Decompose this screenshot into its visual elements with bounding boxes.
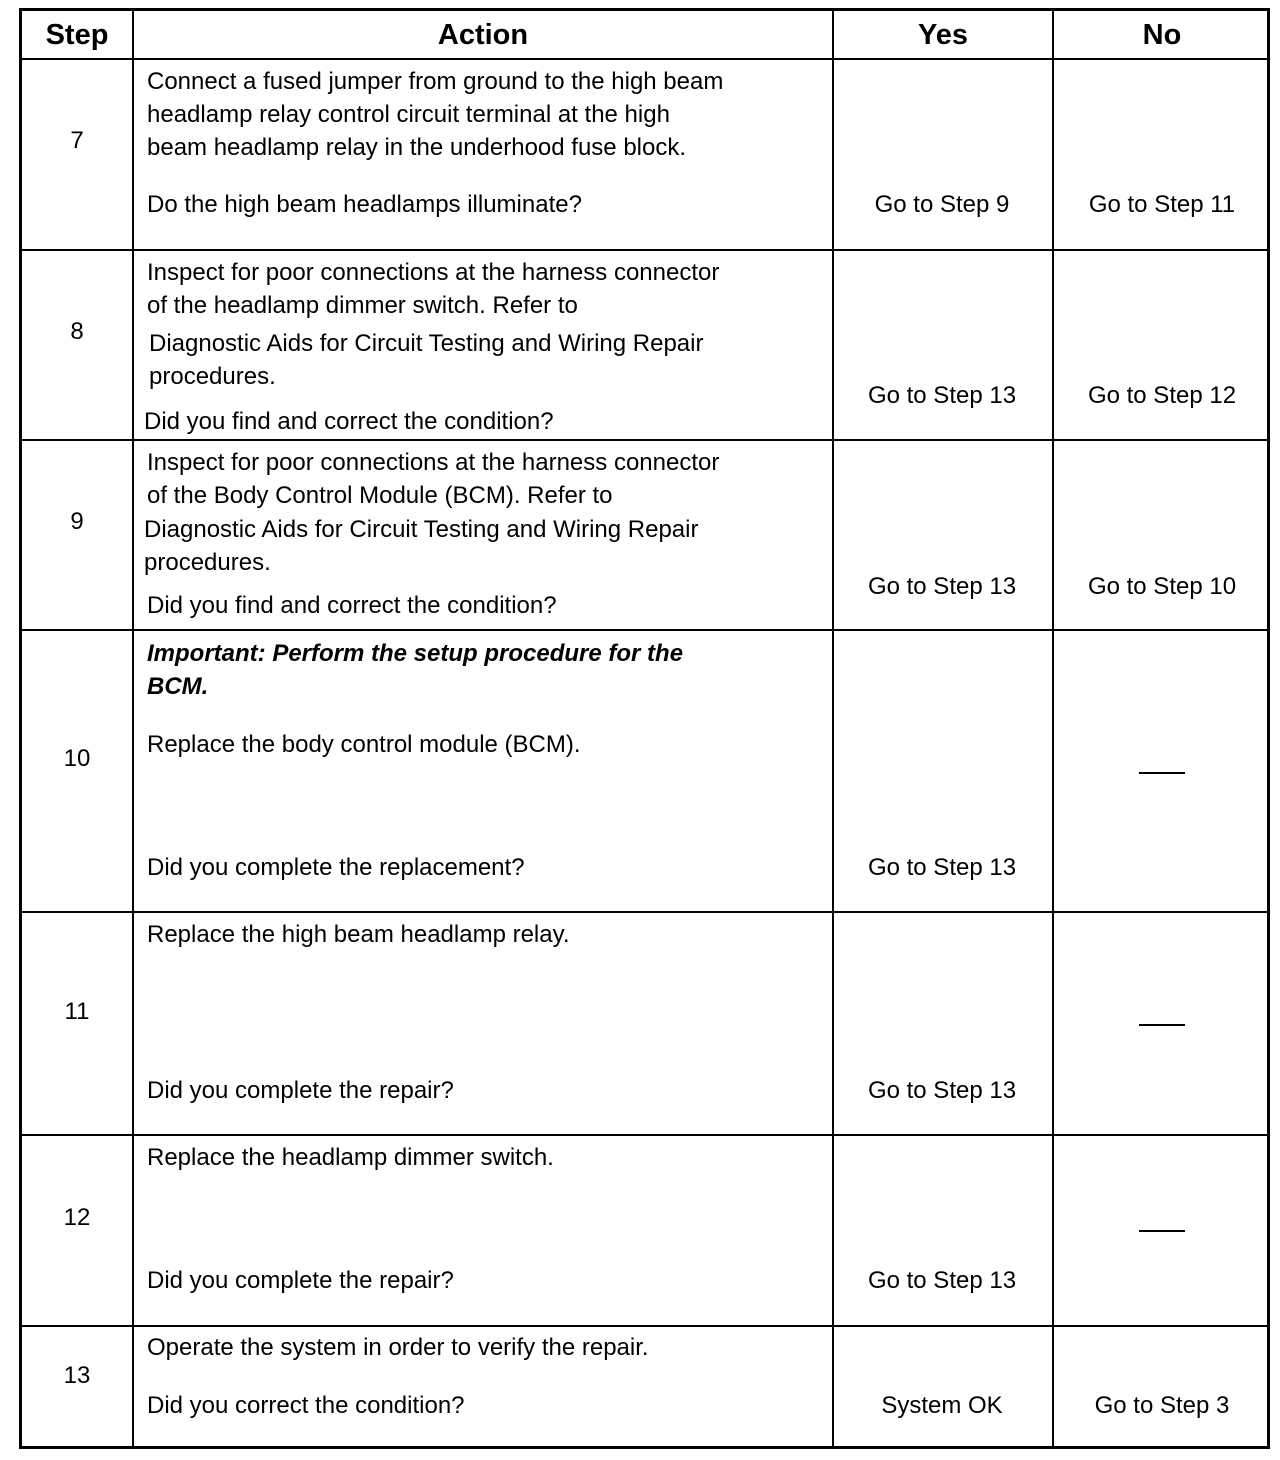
action-text: Operate the system in order to verify the repair. <box>147 1334 649 1361</box>
header-yes: Yes <box>918 18 968 51</box>
no-result: Go to Step 12 <box>1087 382 1237 409</box>
step-number: 9 <box>70 508 84 535</box>
yes-result: System OK <box>881 1392 1003 1419</box>
header-action: Action <box>437 18 529 51</box>
step-number: 13 <box>63 1362 91 1389</box>
yes-result: Go to Step 13 <box>867 1267 1017 1294</box>
action-text: headlamp relay control circuit terminal at the high <box>147 101 670 128</box>
action-text: Replace the high beam headlamp relay. <box>147 921 570 948</box>
action-text: Inspect for poor connections at the harness connector <box>147 259 720 286</box>
action-text: Diagnostic Aids for Circuit Testing and Wiring Repair <box>144 516 699 543</box>
action-text: of the Body Control Module (BCM). Refer to <box>147 482 613 509</box>
no-result: Go to Step 3 <box>1094 1392 1230 1419</box>
column-divider <box>132 11 134 1446</box>
yes-result: Go to Step 13 <box>867 1077 1017 1104</box>
action-question: Did you find and correct the condition? <box>144 408 554 435</box>
action-text: of the headlamp dimmer switch. Refer to <box>147 292 578 319</box>
header-no: No <box>1142 18 1182 51</box>
yes-result: Go to Step 13 <box>867 382 1017 409</box>
step-number: 11 <box>64 998 90 1025</box>
row-divider <box>22 629 1267 631</box>
no-result-dash <box>1139 772 1185 774</box>
action-text: procedures. <box>149 363 276 390</box>
important-note: Important: Perform the setup procedure for the <box>147 640 684 667</box>
action-text: Replace the body control module (BCM). <box>147 731 581 758</box>
column-divider <box>1052 11 1054 1446</box>
row-divider <box>22 911 1267 913</box>
action-text: Diagnostic Aids for Circuit Testing and Wiring Repair <box>149 330 704 357</box>
row-divider <box>22 1134 1267 1136</box>
action-text: Replace the headlamp dimmer switch. <box>147 1144 554 1171</box>
step-number: 7 <box>70 127 84 154</box>
yes-result: Go to Step 13 <box>867 854 1017 881</box>
action-question: Did you complete the replacement? <box>147 854 525 881</box>
action-question: Did you complete the repair? <box>147 1267 454 1294</box>
row-divider <box>22 1325 1267 1327</box>
diagnostic-table <box>19 8 1270 1449</box>
important-note: BCM. <box>147 673 209 700</box>
yes-result: Go to Step 13 <box>867 573 1017 600</box>
action-text: procedures. <box>144 549 271 576</box>
step-number: 10 <box>63 745 91 772</box>
no-result: Go to Step 10 <box>1087 573 1237 600</box>
action-text: beam headlamp relay in the underhood fuse block. <box>147 134 687 161</box>
action-question: Did you complete the repair? <box>147 1077 454 1104</box>
action-text: Connect a fused jumper from ground to the high beam <box>147 68 724 95</box>
row-divider <box>22 249 1267 251</box>
yes-result: Go to Step 9 <box>874 191 1010 218</box>
action-question: Did you correct the condition? <box>147 1392 465 1419</box>
action-text: Inspect for poor connections at the harness connector <box>147 449 720 476</box>
header-step: Step <box>45 18 109 51</box>
action-question: Did you find and correct the condition? <box>147 592 557 619</box>
action-question: Do the high beam headlamps illuminate? <box>147 191 582 218</box>
step-number: 12 <box>63 1204 91 1231</box>
no-result-dash <box>1139 1024 1185 1026</box>
no-result: Go to Step 11 <box>1088 191 1236 218</box>
row-divider <box>22 439 1267 441</box>
column-divider <box>832 11 834 1446</box>
no-result-dash <box>1139 1230 1185 1232</box>
step-number: 8 <box>70 318 84 345</box>
